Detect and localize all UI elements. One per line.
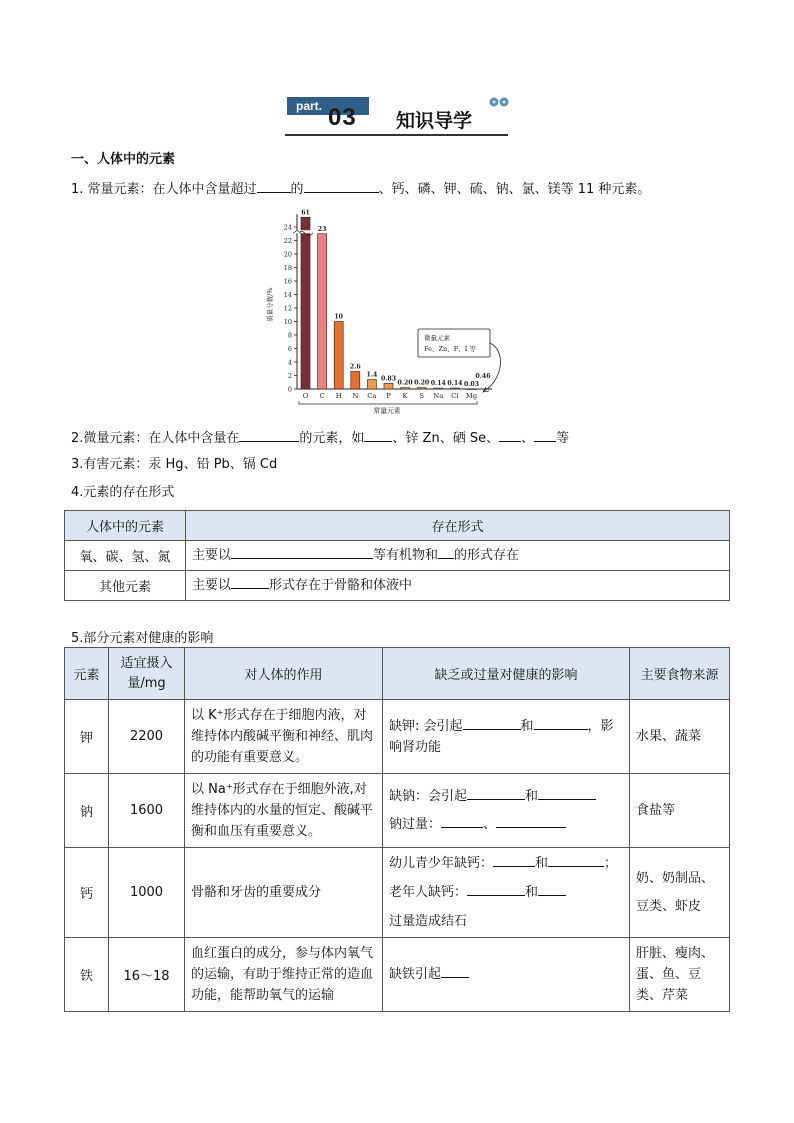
data-label: 0.83 <box>380 375 397 383</box>
y-tick-label: 22 <box>283 237 292 245</box>
x-tick-label: Na <box>433 392 444 400</box>
blank[interactable] <box>467 882 525 896</box>
y-tick-label: 10 <box>283 318 292 326</box>
blank[interactable] <box>499 428 521 442</box>
blank[interactable] <box>463 716 521 730</box>
table-header: 主要食物来源 <box>630 648 730 700</box>
table-header: 存在形式 <box>186 511 730 541</box>
y-tick-label: 2 <box>287 372 292 380</box>
cell-effect: 缺钠：会引起 和 钠过量： 、 <box>383 774 630 848</box>
y-tick-label: 24 <box>283 223 292 232</box>
x-tick-label: P <box>386 392 391 400</box>
blank[interactable] <box>441 964 469 978</box>
x-tick-label: S <box>419 392 425 400</box>
table-header: 缺乏或过量对健康的影响 <box>383 648 630 700</box>
data-label: 0.14 <box>447 380 463 388</box>
cell-role: 以 Na⁺形式存在于细胞外液,对维持体内的水量的恒定、酸碱平衡和血压有重要意义。 <box>185 774 383 848</box>
cell-form: 主要以 等有机物和 的形式存在 <box>186 541 730 571</box>
x-axis-label: 常量元素 <box>373 407 401 415</box>
x-bracket <box>299 401 477 404</box>
y-tick-label: 16 <box>283 277 292 286</box>
cell-element: 铁 <box>65 938 109 1012</box>
part-number: 03 <box>328 104 357 131</box>
x-tick-label: O <box>302 392 309 400</box>
blank[interactable] <box>231 575 269 589</box>
data-label: 10 <box>334 313 344 321</box>
bar-P <box>384 383 393 389</box>
data-label: 23 <box>317 225 327 233</box>
cell-food: 食盐等 <box>630 774 730 848</box>
section-5-heading: 5.部分元素对健康的影响 <box>71 631 214 646</box>
cell-role: 以 K⁺形式存在于细胞内液，对维持体内酸碱平衡和神经、肌肉的功能有重要意义。 <box>185 700 383 774</box>
cell-amount: 1600 <box>109 774 185 848</box>
cell-food: 肝脏、瘦肉、蛋、鱼、豆类、芹菜 <box>630 938 730 1012</box>
cell-element: 氧、碳、氢、氮 <box>65 541 186 571</box>
y-axis-label: 质量分数/% <box>266 287 274 322</box>
data-label: 0.20 <box>397 379 413 387</box>
bar-O <box>301 217 310 389</box>
data-label: 61 <box>301 209 310 217</box>
bar-Cl <box>450 388 459 389</box>
cell-role: 血红蛋白的成分，参与体内氧气的运输，有助于维持正常的造血功能，能帮助氧气的运输 <box>185 938 383 1012</box>
item-4: 4.元素的存在形式 <box>71 485 175 500</box>
bar-S <box>417 388 426 389</box>
x-tick-label: K <box>402 392 408 400</box>
blank[interactable] <box>496 814 566 828</box>
table-row <box>65 541 730 571</box>
cell-role: 骨骼和牙齿的重要成分 <box>185 848 383 938</box>
blank[interactable] <box>467 786 525 800</box>
callout-text: Fe、Zn、F、I 等 <box>424 345 476 353</box>
cell-element: 钙 <box>65 848 109 938</box>
cell-amount: 2200 <box>109 700 185 774</box>
cell-effect: 缺铁引起 <box>383 938 630 1012</box>
page-title: 知识导学 <box>396 110 473 132</box>
table-row <box>65 848 730 938</box>
cell-form: 主要以 形式存在于骨骼和体液中 <box>186 571 730 601</box>
data-label: 0.03 <box>463 380 480 388</box>
y-tick-label: 8 <box>287 331 292 340</box>
cell-element: 钾 <box>65 700 109 774</box>
cell-amount: 1000 <box>109 848 185 938</box>
section-heading: 一、人体中的元素 <box>71 152 176 167</box>
item-2: 2.微量元素：在人体中含量在 的元素，如 、锌 Zn、硒 Se、 、 等 <box>71 428 569 448</box>
cell-element: 其他元素 <box>65 571 186 601</box>
data-label: 2.6 <box>349 363 361 371</box>
blank[interactable] <box>364 428 392 442</box>
element-content-chart <box>262 201 512 423</box>
cell-amount: 16～18 <box>109 938 185 1012</box>
data-label: 0.46 <box>475 373 491 381</box>
y-tick-label: 4 <box>287 358 292 367</box>
cell-element: 钠 <box>65 774 109 848</box>
element-health-table <box>64 647 730 1012</box>
x-tick-label: H <box>335 392 342 400</box>
y-tick-label: 0 <box>287 385 292 394</box>
x-tick-label: C <box>319 392 325 400</box>
blank[interactable] <box>534 428 556 442</box>
blank[interactable] <box>304 179 379 193</box>
decorative-dots-icon <box>488 95 512 109</box>
table-row <box>65 571 730 601</box>
blank[interactable] <box>239 428 299 442</box>
table-header: 元素 <box>65 648 109 700</box>
blank[interactable] <box>534 716 588 730</box>
data-label: 0.20 <box>414 379 430 387</box>
bar-K <box>401 388 410 389</box>
cell-food: 奶、奶制品、豆类、虾皮 <box>630 848 730 938</box>
y-tick-label: 6 <box>287 345 292 353</box>
y-tick-label: 18 <box>283 264 292 272</box>
table-row <box>65 938 730 1012</box>
cell-food: 水果、蔬菜 <box>630 700 730 774</box>
blank[interactable] <box>257 179 291 193</box>
y-tick-label: 20 <box>283 250 292 259</box>
bar-Na <box>434 388 443 389</box>
blank[interactable] <box>493 853 535 867</box>
cell-effect: 缺钾: 会引起 和 ，影响肾功能 <box>383 700 630 774</box>
blank[interactable] <box>538 882 566 896</box>
callout-title: 微量元素 <box>424 334 450 342</box>
data-label: 0.14 <box>430 380 446 388</box>
x-tick-label: Mg <box>465 392 478 400</box>
table-header: 适宜摄入量/mg <box>109 648 185 700</box>
table-row <box>65 700 730 774</box>
x-tick-label: N <box>352 392 359 400</box>
bar-Mg <box>467 389 476 390</box>
blank[interactable] <box>538 786 596 800</box>
blank[interactable] <box>441 814 483 828</box>
bar-N <box>351 371 360 389</box>
part-label: part. <box>287 97 369 115</box>
x-tick-label: Cl <box>451 392 459 400</box>
y-tick-label: 12 <box>283 304 292 313</box>
cell-effect: 幼儿青少年缺钙： 和 ； 老年人缺钙： 和 过量造成结石 <box>383 848 630 938</box>
blank[interactable] <box>548 853 604 867</box>
y-tick-label: 14 <box>283 291 292 299</box>
x-tick-label: Ca <box>367 392 377 400</box>
table-header: 对人体的作用 <box>185 648 383 700</box>
element-form-table <box>64 510 730 601</box>
data-label: 1.4 <box>366 371 378 379</box>
blank[interactable] <box>438 545 454 559</box>
bar-Ca <box>367 380 376 389</box>
blank[interactable] <box>231 545 373 559</box>
table-header: 人体中的元素 <box>65 511 186 541</box>
item-3: 3.有害元素：汞 Hg、铅 Pb、镉 Cd <box>71 457 278 472</box>
table-row <box>65 774 730 848</box>
bar-H <box>334 322 343 390</box>
item-1: 1. 常量元素：在人体中含量超过 的 、钙、磷、钾、硫、钠、氯、镁等 11 种元素。 <box>71 179 650 199</box>
bar-C <box>318 234 327 389</box>
title-underline <box>285 134 508 136</box>
